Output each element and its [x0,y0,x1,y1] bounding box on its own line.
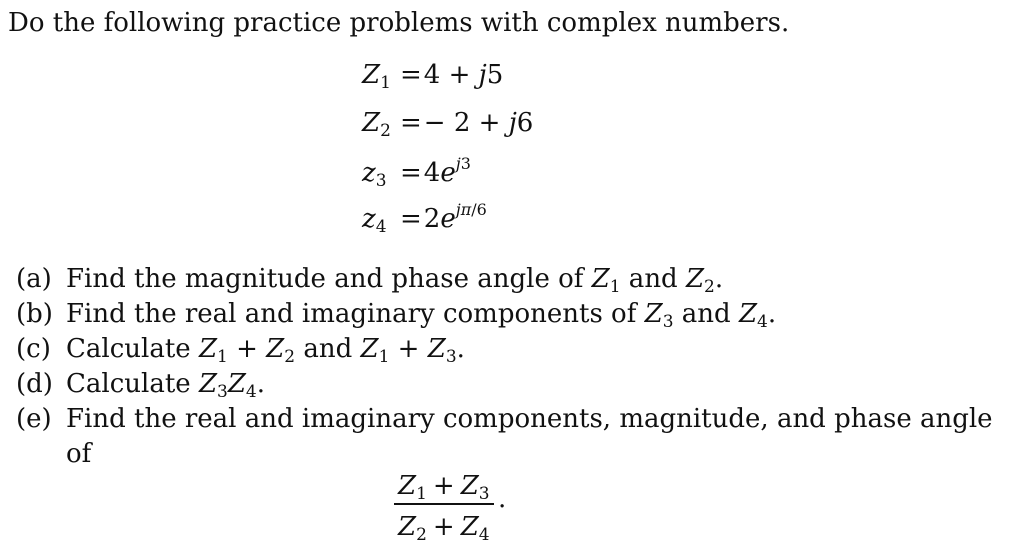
item-label: (b) [16,299,53,329]
equation-z4: $z_4 =2e^{j\pi/6}$ [362,200,487,237]
item-label: (c) [16,334,51,364]
item-text: Find the real and imaginary components of $Z_3$ and $Z_4$. [66,299,777,332]
equation-z1: $Z_1 =4 + j5$ [362,60,504,93]
item-label: (a) [16,264,52,294]
item-text: Find the real and imaginary components, magnitude, and phase angle [66,404,993,434]
equation-lhs: $Z_2$ [362,108,391,141]
fraction-numerator: $Z_1 + Z_3$ [398,471,490,504]
equation-rhs: $2e^{j\pi/6}$ [423,200,487,234]
fraction-period: . [498,484,507,514]
equation-lhs: $Z_1$ [362,60,391,93]
equation-lhs: $z_3$ [362,158,387,191]
equation-lhs: $z_4$ [362,204,387,237]
equation-z2: $Z_2 =- 2 + j6$ [362,108,534,141]
item-label: (e) [16,404,52,434]
fraction-denominator: $Z_2 + Z_4$ [398,511,490,545]
equation-rhs: 4 + j5 [423,60,504,90]
item-text-continuation: of [66,439,92,469]
item-text: Calculate $Z_1 + Z_2$ and $Z_1 + Z_3$. [66,334,465,367]
equation-z3: $z_3 =4e^{j3}$ [362,154,471,191]
item-text: Find the magnitude and phase angle of $Z_1$ and $Z_2$. [66,264,724,297]
item-label: (d) [16,369,53,399]
equation-rhs: − 2 + j6 [423,108,534,138]
fraction-expression [394,466,494,545]
equation-rhs: $4e^{j3}$ [423,154,471,188]
intro-text: Do the following practice problems with complex numbers. [8,8,790,38]
item-text: Calculate $Z_3Z_4$. [66,369,266,402]
